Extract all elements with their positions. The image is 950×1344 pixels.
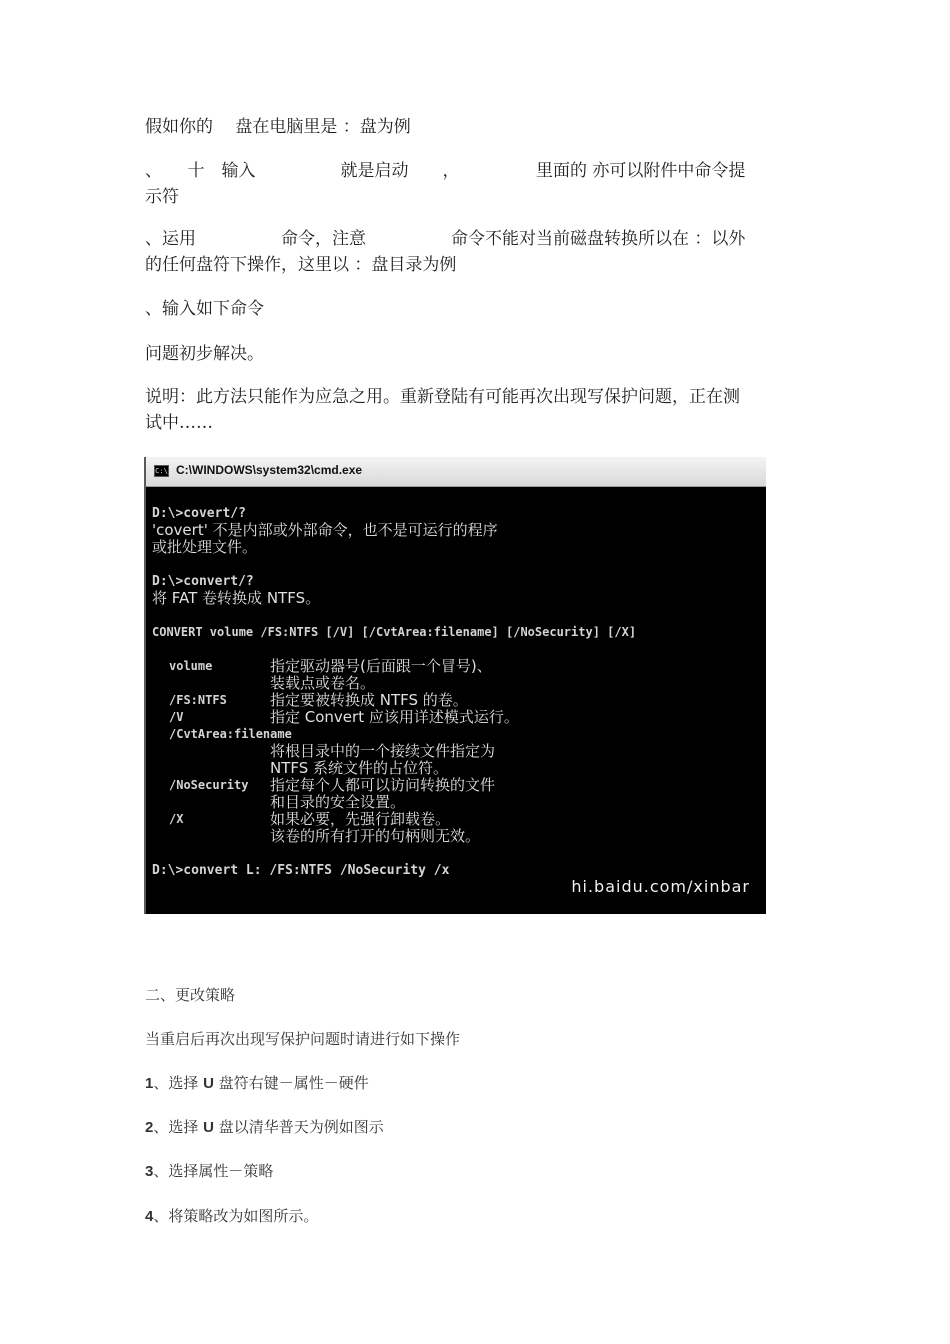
paragraph-result: 问题初步解决。 [145,344,264,364]
cmd-option-desc: 将根目录中的一个接续文件指定为 [270,742,496,760]
cmd-line: 将 FAT 卷转换成 NTFS。 [152,589,321,607]
paragraph-step1-line1: 、 十 输入 就是启动 ， 里面的 亦可以附件中命令提 [145,161,746,181]
cmd-option-desc: 指定驱动器号(后面跟一个冒号)、 [270,657,492,675]
step-item [145,1205,807,1228]
watermark: hi.baidu.com/xinbar [571,877,750,896]
cmd-option-desc: 指定要被转换成 NTFS 的卷。 [270,691,468,709]
step-number: 4 [145,1208,154,1225]
step-item [145,1116,807,1139]
step-number: 2 [145,1119,154,1136]
cmd-option-desc: 如果必要，先强行卸载卷。 [270,810,451,828]
cmd-output [152,505,760,914]
cmd-option: /FS:NTFS [169,693,227,707]
cmd-option-desc: 指定 Convert 应该用详述模式运行。 [270,708,519,726]
paragraph-step2-line2: 的任何盘符下操作，这里以 ：盘目录为例 [145,255,457,275]
paragraph-step3: 、输入如下命令 [145,299,264,319]
cmd-option: /V [169,710,184,724]
cmd-option: /NoSecurity [169,778,249,792]
cmd-screenshot [144,457,766,914]
step-letter: U [203,1119,214,1136]
paragraph-note-line1: 说明：此方法只能作为应急之用。重新登陆有可能再次出现写保护问题，正在测 [145,387,740,407]
step-text: 、选择 [153,1118,204,1136]
paragraph-note-line2: 试中…… [145,413,213,433]
cmd-option: /X [169,812,184,826]
cmd-option-desc: 该卷的所有打开的句柄则无效。 [270,827,481,845]
cmd-line: CONVERT volume /FS:NTFS [/V] [/CvtArea:filename] [/NoSecurity] [/X] [152,625,637,639]
cmd-line: D:\>convert L: /FS:NTFS /NoSecurity /x [152,863,450,878]
cmd-option-desc: NTFS 系统文件的占位符。 [270,759,449,777]
step-letter: U [203,1075,214,1092]
paragraph-step1-line2: 示符 [145,187,179,207]
cmd-option-desc: 和目录的安全设置。 [270,793,406,811]
step-text: 盘以清华普天为例如图示 [213,1118,384,1136]
cmd-line: D:\>convert/? [152,574,254,589]
step-number: 3 [145,1163,154,1180]
cmd-line: D:\>covert/? [152,506,246,521]
cmd-title: C:\WINDOWS\system32\cmd.exe [176,463,363,477]
step-text: 、将策略改为如图所示。 [153,1207,319,1225]
cmd-line: 'covert' 不是内部或外部命令，也不是可运行的程序 [152,521,498,539]
cmd-line: 或批处理文件。 [152,538,258,556]
step-item [145,1160,807,1183]
cmd-option-desc: 装载点或卷名。 [270,674,376,692]
section-intro: 当重启后再次出现写保护问题时请进行如下操作 [145,1030,461,1048]
paragraph-intro: 假如你的 盘在电脑里是 ：盘为例 [145,117,411,137]
cmd-titlebar [146,457,766,487]
step-text: 、选择属性－策略 [153,1162,274,1180]
section-heading: 二、更改策略 [145,986,236,1004]
step-text: 、选择 [153,1074,204,1092]
step-text: 盘符右键－属性－硬件 [213,1074,369,1092]
step-item [145,1072,807,1095]
cmd-option-desc: 指定每个人都可以访问转换的文件 [270,776,496,794]
cmd-option: /CvtArea:filename [169,727,292,741]
cmd-icon: C:\ [155,467,168,475]
paragraph-step2-line1: 、运用 命令，注意 命令不能对当前磁盘转换所以在 ：以外 [145,229,746,249]
step-number: 1 [145,1075,154,1092]
cmd-option: volume [169,659,213,673]
